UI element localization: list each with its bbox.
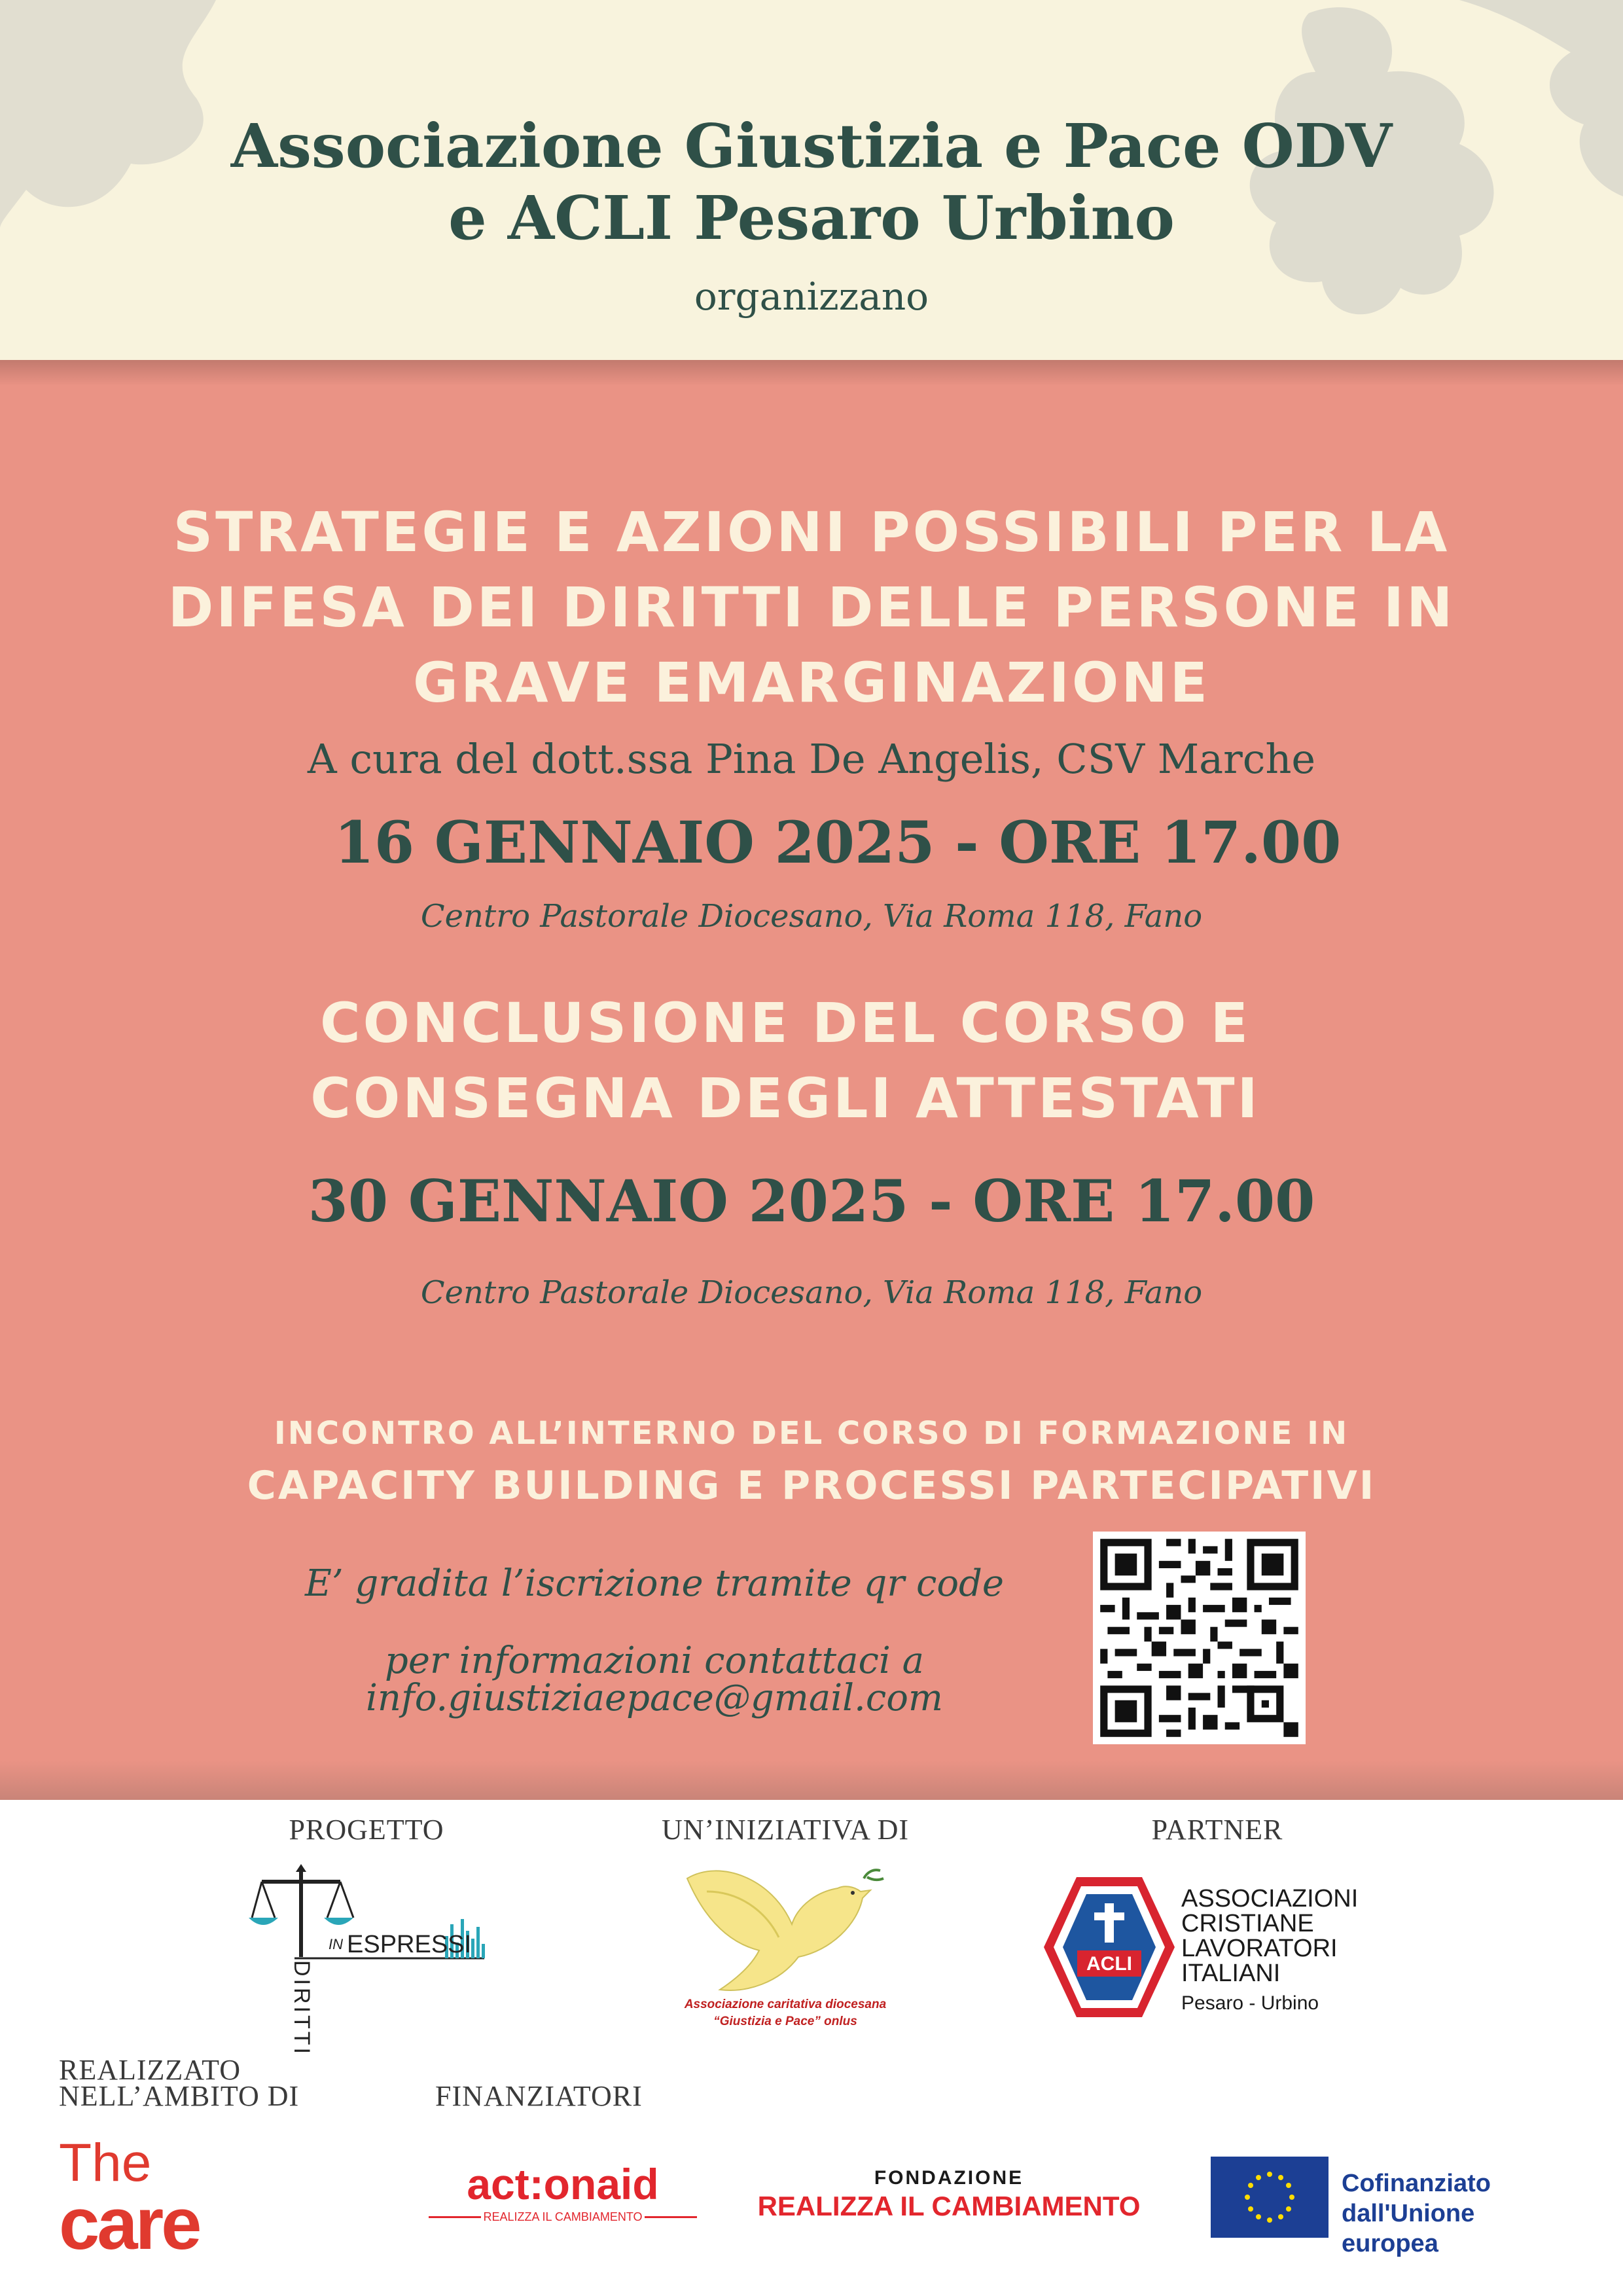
acli-text-line4: ITALIANI: [1181, 1960, 1281, 1987]
course-line2: CAPACITY BUILDING E PROCESSI PARTECIPATIVI: [247, 1463, 1376, 1509]
qr-code-graphic: [1093, 1532, 1306, 1744]
eu-flag-icon: [1211, 2157, 1329, 2238]
fondazione-line1: FONDAZIONE: [874, 2167, 1024, 2189]
realizzato-line2: NELL’AMBITO DI: [59, 2080, 300, 2112]
thecare-line2: care: [59, 2183, 200, 2265]
event2-date: 30 GENNAIO 2025 - ORE 17.00: [308, 1167, 1315, 1235]
band-shadow-top: [0, 360, 1623, 386]
qr-code[interactable]: [1093, 1532, 1306, 1744]
registration-info: per informazioni contattaci a: [384, 1640, 925, 1682]
acli-text-line3: LAVORATORI: [1181, 1935, 1338, 1962]
fondazione-logo: [746, 2166, 1152, 2232]
progetto-label: PROGETTO: [289, 1814, 444, 1846]
event2-title-line2: CONSEGNA DEGLI ATTESTATI: [310, 1066, 1260, 1130]
event1-title-line2: DIFESA DEI DIRITTI DELLE PERSONE IN: [168, 575, 1455, 639]
registration-qr-text: E’ gradita l’iscrizione tramite qr code: [304, 1562, 1005, 1605]
actionaid-tagline: REALIZZA IL CAMBIAMENTO: [481, 2210, 645, 2224]
thecare-logo: [59, 2134, 294, 2265]
finanziatori-label: FINANZIATORI: [435, 2080, 643, 2112]
acli-text-line5: Pesaro - Urbino: [1181, 1992, 1319, 2014]
giustizia-pace-logo: [641, 1852, 929, 2036]
diritti-espressi-logo: [249, 1859, 497, 2056]
acli-hexagon-icon: [1041, 1872, 1178, 2022]
thecare-line1: The: [59, 2133, 152, 2193]
actionaid-logo: [425, 2160, 700, 2232]
event1-title-line3: GRAVE EMARGINAZIONE: [413, 651, 1210, 715]
course-line1: INCONTRO ALL’INTERNO DEL CORSO DI FORMAZIONE IN: [274, 1415, 1349, 1452]
diritti-in-text: IN: [329, 1936, 343, 1952]
iniziativa-label: UN’INIZIATIVA DI: [661, 1814, 910, 1846]
header-subtitle: organizzano: [694, 274, 929, 319]
realizzato-line1: REALIZZATO: [59, 2054, 241, 2086]
partner-label: PARTNER: [1151, 1814, 1283, 1846]
event2-venue: Centro Pastorale Diocesano, Via Roma 118, Fano: [420, 1274, 1203, 1311]
event1-speaker: A cura del dott.ssa Pina De Angelis, CSV Marche: [307, 735, 1316, 783]
caritas-line2: “Giustizia e Pace” onlus: [713, 2015, 857, 2028]
caritas-line1: Associazione caritativa diocesana: [684, 1998, 887, 2011]
header-title-line2: e ACLI Pesaro Urbino: [448, 183, 1175, 253]
eu-line1: Cofinanziato: [1342, 2170, 1491, 2197]
acli-mark-text: ACLI: [1086, 1953, 1132, 1975]
registration-email[interactable]: info.giustiziaepace@gmail.com: [365, 1677, 944, 1719]
eu-line2: dall'Unione europea: [1342, 2200, 1475, 2257]
event1-venue: Centro Pastorale Diocesano, Via Roma 118, Fano: [420, 898, 1203, 935]
eu-logo: [1211, 2157, 1577, 2257]
diritti-vertical-text: DIRITTI: [289, 1960, 314, 2056]
actionaid-name: act:onaid: [467, 2160, 659, 2208]
dove-icon: [668, 1852, 890, 1996]
fondazione-line2: REALIZZA IL CAMBIAMENTO: [757, 2191, 1141, 2221]
band-shadow-bottom: [0, 1761, 1623, 1800]
header-title-line1: Associazione Giustizia e Pace ODV: [230, 111, 1393, 181]
acli-text-line2: CRISTIANE: [1181, 1910, 1314, 1937]
event1-title-line1: STRATEGIE E AZIONI POSSIBILI PER LA: [173, 500, 1450, 564]
event1-date: 16 GENNAIO 2025 - ORE 17.00: [334, 808, 1342, 876]
event2-title-line1: CONCLUSIONE DEL CORSO E: [320, 991, 1251, 1055]
diritti-espressi-text: ESPRESSI: [347, 1931, 472, 1958]
acli-text-line1: ASSOCIAZIONI: [1181, 1885, 1359, 1912]
acli-logo: [1041, 1872, 1394, 2029]
